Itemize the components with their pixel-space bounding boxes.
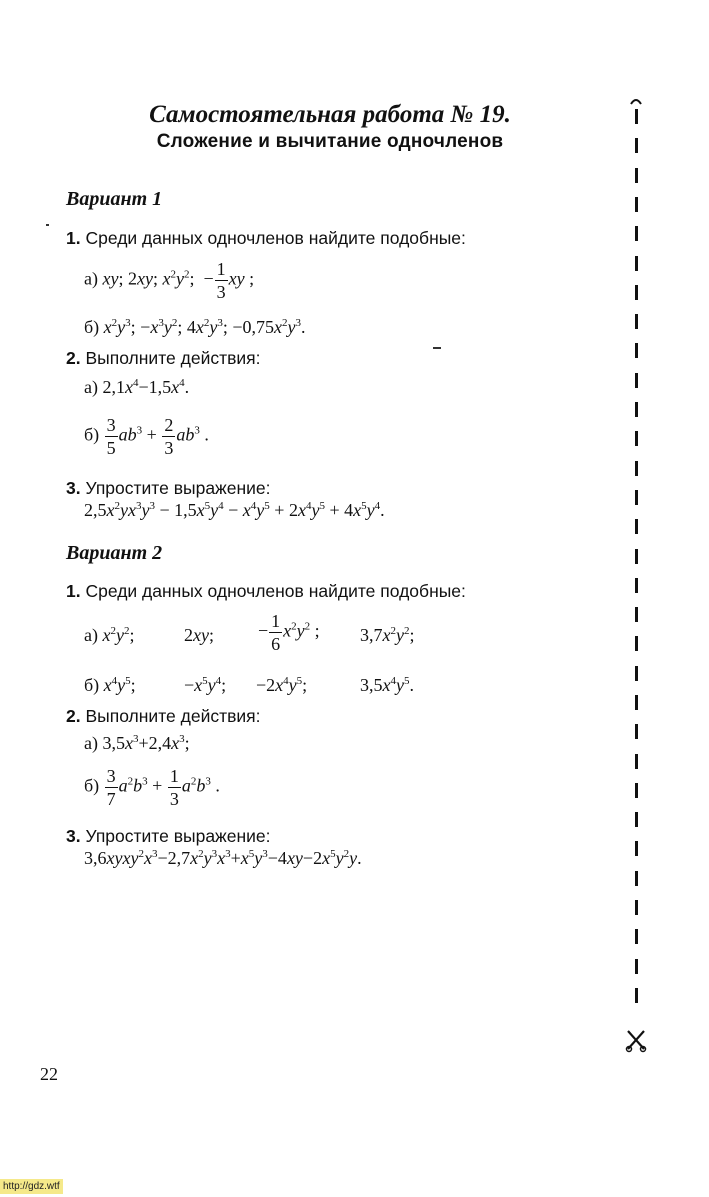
task-number: 3.	[66, 478, 81, 498]
cut-line-dash	[635, 373, 638, 388]
cut-line-dash	[635, 490, 638, 505]
scissors-icon	[625, 1029, 647, 1053]
task-text: Выполните действия:	[85, 348, 261, 368]
watermark: http://gdz.wtf	[0, 1179, 63, 1194]
cut-line-dash	[635, 988, 638, 1003]
task-text: Упростите выражение:	[85, 478, 271, 498]
cut-line-dash	[635, 256, 638, 271]
v2-task-2a: а) $3,5x^3+2,4x^3$;	[84, 733, 190, 753]
task-number: 2.	[66, 706, 81, 726]
cut-line-top-mark-icon	[629, 95, 643, 107]
variant-2-heading: Вариант 2	[66, 542, 163, 564]
v2-task-1b-item-4: $3,5x^4y^5$.	[360, 675, 414, 695]
cut-line-dash	[635, 695, 638, 710]
task-text: Среди данных одночленов найдите подобные:	[85, 581, 466, 601]
v1-task-1b: б) $x^2y^3$; $-x^3y^2$; $4x^2y^3$; $-0,75x^2y^3$.	[84, 317, 306, 337]
cut-line-dash	[635, 168, 638, 183]
cut-line-dash	[635, 461, 638, 476]
v2-task-1b-item-3: $-2x^4y^5$;	[256, 675, 308, 695]
cut-line-dash	[635, 197, 638, 212]
dashed-cut-line	[633, 95, 641, 1025]
variant-1-heading: Вариант 1	[66, 188, 163, 210]
v1-task-2b: б) $\frac{3}{5}$ $ab^3$ + $\frac{2}{3}$ $ab^3$ .	[84, 415, 209, 458]
cut-line-dash	[635, 343, 638, 358]
cut-line-dash	[635, 636, 638, 651]
v1-task-1	[66, 228, 466, 249]
cut-line-dash	[635, 431, 638, 446]
v1-task-1a: а) xy; 2xy; $x^2y^2$; − $\frac{1}{3}$ xy ;	[84, 259, 255, 302]
v2-task-2b: б) $\frac{3}{7}$ $a^2b^3$ + $\frac{1}{3}$ $a^2b^3$ .	[84, 766, 220, 809]
v2-task-1b-item-1: б) $x^4y^5$;	[84, 675, 136, 695]
cut-line-dash	[635, 549, 638, 564]
worksheet-subtitle: Сложение и вычитание одночленов	[156, 131, 504, 152]
cut-line-dash	[635, 754, 638, 769]
cut-line-dash	[635, 519, 638, 534]
cut-line-dash	[635, 871, 638, 886]
v2-task-1a-item-3: − $\frac{1}{6}$ $x^2y^2$ ;	[258, 611, 320, 654]
cut-line-dash	[635, 578, 638, 593]
cut-line-dash	[635, 959, 638, 974]
cut-line-dash	[635, 285, 638, 300]
scan-speck	[46, 224, 49, 226]
v1-task-3-expression: $2,5x^2yx^3y^3 - 1,5x^5y^4 - x^4y^5 + 2x^4y^5 + 4x^5y^4$.	[84, 500, 385, 520]
v2-task-1	[66, 581, 466, 602]
page-number: 22	[40, 1064, 58, 1084]
cut-line-dash	[635, 402, 638, 417]
cut-line-dash	[635, 783, 638, 798]
cut-line-dash	[635, 109, 638, 124]
cut-line-dash	[635, 666, 638, 681]
v2-task-1a-item-4: $3,7x^2y^2$;	[360, 625, 415, 645]
task-text: Среди данных одночленов найдите подобные:	[85, 228, 466, 248]
cut-line-dash	[635, 841, 638, 856]
v2-task-3-expression: $3,6xyxy^2x^3-2,7x^2y^3x^3+x^5y^3-4xy-2x^5y^2y$.	[84, 848, 362, 868]
v2-task-1a-item-1: а) $x^2y^2$;	[84, 625, 135, 645]
task-number: 2.	[66, 348, 81, 368]
v2-task-1a-item-2: 2xy;	[184, 625, 214, 645]
cut-line-dash	[635, 900, 638, 915]
v1-task-3	[66, 478, 271, 499]
v1-task-2	[66, 348, 261, 369]
cut-line-dash	[635, 812, 638, 827]
v1-task-2a: а) $2,1x^4-1,5x^4$.	[84, 377, 190, 397]
cut-line-dash	[635, 314, 638, 329]
v2-task-2	[66, 706, 261, 727]
task-number: 1.	[66, 228, 81, 248]
task-text: Выполните действия:	[85, 706, 261, 726]
task-number: 3.	[66, 826, 81, 846]
cut-line-dash	[635, 607, 638, 622]
task-number: 1.	[66, 581, 81, 601]
worksheet-title: Самостоятельная работа № 19.	[149, 101, 511, 128]
v2-task-3	[66, 826, 271, 847]
task-text: Упростите выражение:	[85, 826, 271, 846]
cut-line-dash	[635, 138, 638, 153]
cut-line-dash	[635, 724, 638, 739]
cut-line-dash	[635, 929, 638, 944]
v2-task-1b-item-2: $-x^5y^4$;	[184, 675, 227, 695]
scan-speck	[433, 347, 441, 349]
cut-line-dash	[635, 226, 638, 241]
